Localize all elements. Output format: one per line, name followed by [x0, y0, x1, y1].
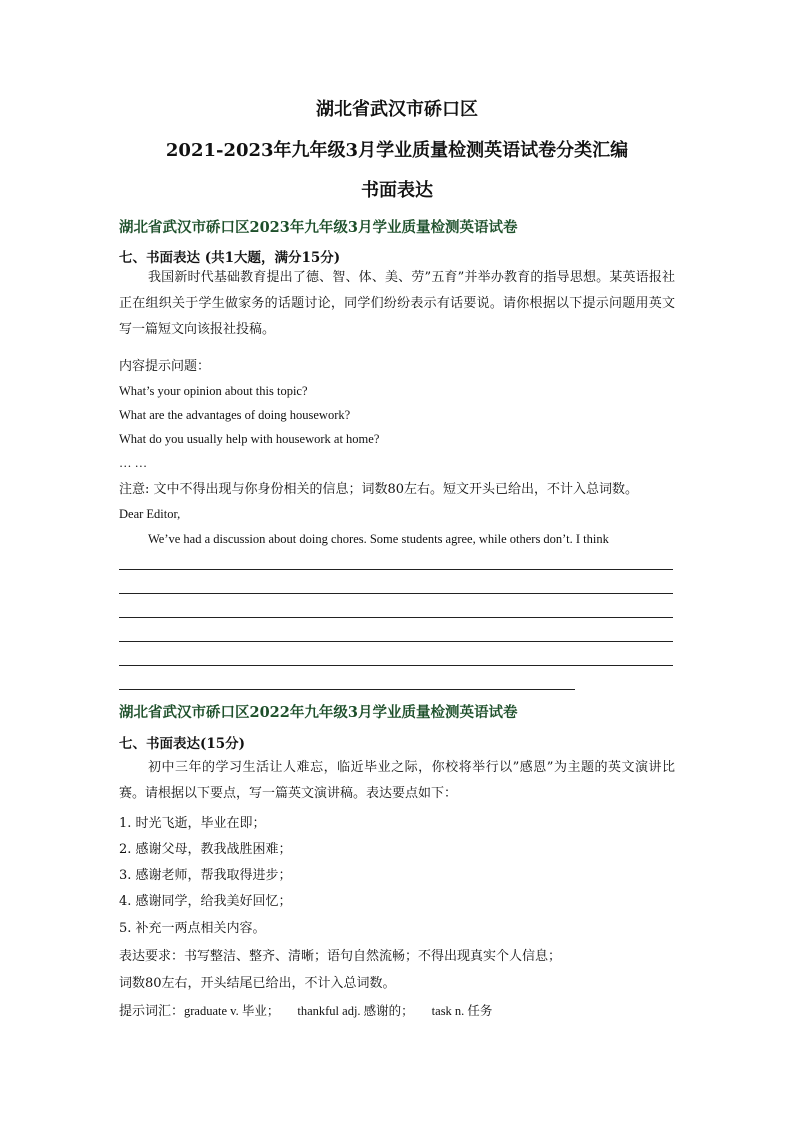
- writing-note: 注意: 文中不得出现与你身份相关的信息；词数80左右。短文开头已给出，不计入总词数。: [119, 482, 639, 497]
- hint-question: What are the advantages of doing housework?: [119, 408, 351, 422]
- document-title-topic: 书面表达: [361, 180, 433, 201]
- answer-line[interactable]: [119, 665, 673, 666]
- vocab-item: task n. 任务: [431, 1004, 493, 1018]
- vocab-item: graduate v. 毕业；: [184, 1004, 280, 1018]
- hint-question: What do you usually help with housework at home?: [119, 432, 380, 446]
- answer-line[interactable]: [119, 689, 575, 690]
- hint-label: 内容提示问题：: [119, 359, 211, 374]
- document-title-region: 湖北省武汉市硚口区: [316, 99, 478, 120]
- section-heading-2022: 湖北省武汉市硚口区2022年九年级3月学业质量检测英语试卷: [119, 704, 518, 721]
- vocab-label: 提示词汇：: [119, 1004, 185, 1019]
- hint-ellipsis: … …: [119, 456, 148, 470]
- key-point: 2. 感谢父母，教我战胜困难；: [119, 842, 292, 857]
- document-title-main: 2021-2023年九年级3月学业质量检测英语试卷分类汇编: [165, 140, 629, 161]
- answer-line[interactable]: [119, 569, 673, 570]
- vocab-hints: [119, 999, 675, 1024]
- answer-line[interactable]: [119, 641, 673, 642]
- hint-question: What’s your opinion about this topic?: [119, 384, 308, 398]
- word-count-requirement: 词数80左右，开头结尾已给出，不计入总词数。: [119, 976, 396, 991]
- key-point: 5. 补充一两点相关内容。: [119, 921, 266, 936]
- answer-line[interactable]: [119, 617, 673, 618]
- letter-greeting: Dear Editor,: [119, 507, 181, 521]
- key-point: 1. 时光飞逝，毕业在即；: [119, 816, 266, 831]
- key-point: 4. 感谢同学，给我美好回忆；: [119, 894, 292, 909]
- question-title-2022: 七、书面表达(15分): [119, 736, 246, 752]
- expression-requirement: 表达要求：书写整洁、整齐、清晰；语句自然流畅；不得出现真实个人信息；: [119, 949, 562, 964]
- letter-opening: We’ve had a discussion about doing chores. Some students agree, while others don’t. I think: [148, 532, 609, 546]
- question-intro-2023: 我国新时代基础教育提出了德、智、体、美、劳”五育”并举办教育的指导思想。某英语报社正在组织关于学生做家务的话题讨论，同学们纷纷表示有话要说。请你根据以下提示问题用英文写一篇短文向该报社投稿。: [119, 270, 675, 337]
- vocab-item: thankful adj. 感谢的；: [297, 1004, 414, 1018]
- key-point: 3. 感谢老师，帮我取得进步；: [119, 868, 292, 883]
- question-title-2023: 七、书面表达 (共1大题，满分15分): [119, 250, 341, 266]
- question-intro-2022: 初中三年的学习生活让人难忘，临近毕业之际，你校将举行以”感恩”为主题的英文演讲比赛。请根据以下要点，写一篇英文演讲稿。表达要点如下：: [119, 760, 675, 801]
- section-heading-2023: 湖北省武汉市硚口区2023年九年级3月学业质量检测英语试卷: [119, 219, 518, 236]
- answer-line[interactable]: [119, 593, 673, 594]
